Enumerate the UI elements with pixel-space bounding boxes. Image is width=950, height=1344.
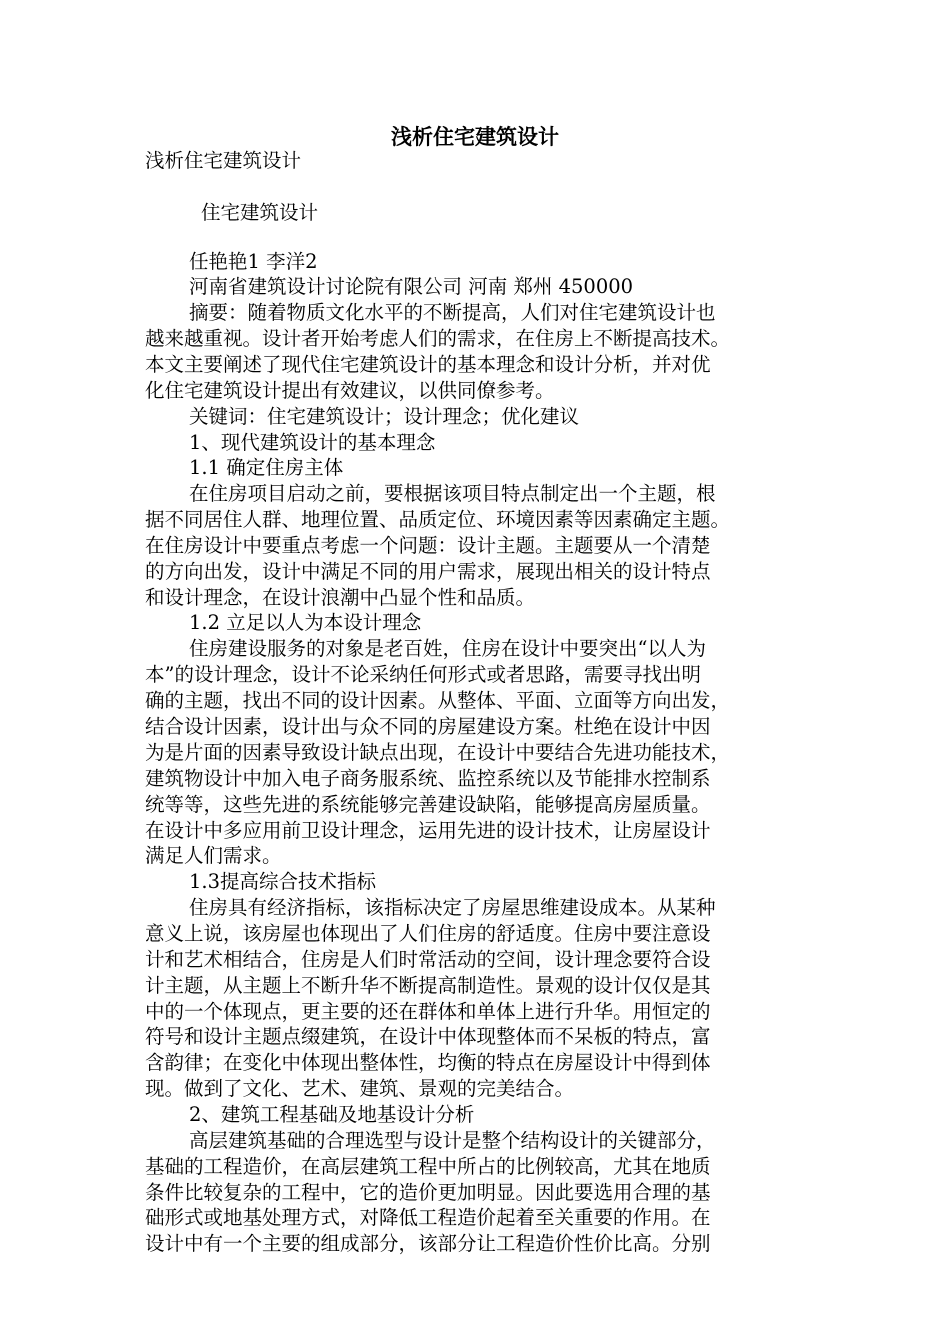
- affiliation-line: 河南省建筑设计讨论院有限公司 河南 郑州 450000: [189, 275, 634, 298]
- section-heading: 2、建筑工程基础及地基设计分析: [189, 1103, 475, 1126]
- body-line: 住房具有经济指标，该指标决定了房屋思维建设成本。从某种: [189, 896, 716, 919]
- body-line: 为是片面的因素导致设计缺点出现，在设计中要结合先进功能技术，: [145, 741, 731, 764]
- body-line: 础形式或地基处理方式，对降低工程造价起着至关重要的作用。在: [145, 1206, 711, 1229]
- subsection-heading: 1.2 立足以人为本设计理念: [189, 611, 422, 634]
- body-line: 计和艺术相结合，住房是人们时常活动的空间，设计理念要符合设: [145, 948, 711, 971]
- abstract-line: 越来越重视。设计者开始考虑人们的需求，在住房上不断提高技术。: [145, 327, 731, 350]
- subtitle-line: 浅析住宅建筑设计: [145, 149, 302, 172]
- document-title: 浅析住宅建筑设计: [391, 124, 559, 149]
- body-line: 的方向出发，设计中满足不同的用户需求，展现出相关的设计特点: [145, 560, 711, 583]
- body-line: 中的一个体现点，更主要的还在群体和单体上进行升华。用恒定的: [145, 1000, 711, 1023]
- body-line: 条件比较复杂的工程中，它的造价更加明显。因此要选用合理的基: [145, 1181, 711, 1204]
- subsection-heading: 1.1 确定住房主体: [189, 456, 344, 479]
- body-line: 住房建设服务的对象是老百姓，住房在设计中要突出“以人为: [189, 637, 706, 660]
- body-line: 满足人们需求。: [145, 844, 282, 867]
- authors-line: 任艳艳1 李洋2: [189, 250, 318, 273]
- abstract-line: 本文主要阐述了现代住宅建筑设计的基本理念和设计分析，并对优: [145, 353, 711, 376]
- body-line: 在住房项目启动之前，要根据该项目特点制定出一个主题，根: [189, 482, 716, 505]
- abstract-line: 摘要：随着物质文化水平的不断提高，人们对住宅建筑设计也: [189, 301, 716, 324]
- category-line: 住宅建筑设计: [201, 201, 319, 224]
- abstract-line: 化住宅建筑设计提出有效建议，以供同僚参考。: [145, 379, 555, 402]
- body-line: 据不同居住人群、地理位置、品质定位、环境因素等因素确定主题。: [145, 508, 731, 531]
- body-line: 计主题，从主题上不断升华不断提高制造性。景观的设计仅仅是其: [145, 974, 711, 997]
- keywords-line: 关键词：住宅建筑设计；设计理念；优化建议: [189, 405, 580, 428]
- body-line: 符号和设计主题点缀建筑，在设计中体现整体而不呆板的特点，富: [145, 1025, 711, 1048]
- body-line: 高层建筑基础的合理选型与设计是整个结构设计的关键部分，: [189, 1129, 716, 1152]
- body-line: 设计中有一个主要的组成部分，该部分让工程造价性价比高。分别: [145, 1232, 711, 1255]
- body-line: 统等等，这些先进的系统能够完善建设缺陷，能够提高房屋质量。: [145, 793, 711, 816]
- subsection-heading: 1.3提高综合技术指标: [189, 870, 377, 893]
- section-heading: 1、现代建筑设计的基本理念: [189, 431, 436, 454]
- body-line: 基础的工程造价，在高层建筑工程中所占的比例较高，尤其在地质: [145, 1155, 711, 1178]
- body-line: 建筑物设计中加入电子商务服系统、监控系统以及节能排水控制系: [145, 767, 711, 790]
- body-line: 现。做到了文化、艺术、建筑、景观的完美结合。: [145, 1077, 575, 1100]
- body-line: 本”的设计理念，设计不论采纳任何形式或者思路，需要寻找出明: [145, 663, 701, 686]
- body-line: 含韵律；在变化中体现出整体性，均衡的特点在房屋设计中得到体: [145, 1051, 711, 1074]
- body-line: 和设计理念，在设计浪潮中凸显个性和品质。: [145, 586, 536, 609]
- body-line: 确的主题，找出不同的设计因素。从整体、平面、立面等方向出发，: [145, 689, 731, 712]
- body-line: 意义上说，该房屋也体现出了人们住房的舒适度。住房中要注意设: [145, 922, 711, 945]
- body-line: 结合设计因素，设计出与众不同的房屋建设方案。杜绝在设计中因: [145, 715, 711, 738]
- body-line: 在设计中多应用前卫设计理念，运用先进的设计技术，让房屋设计: [145, 819, 711, 842]
- body-line: 在住房设计中要重点考虑一个问题：设计主题。主题要从一个清楚: [145, 534, 711, 557]
